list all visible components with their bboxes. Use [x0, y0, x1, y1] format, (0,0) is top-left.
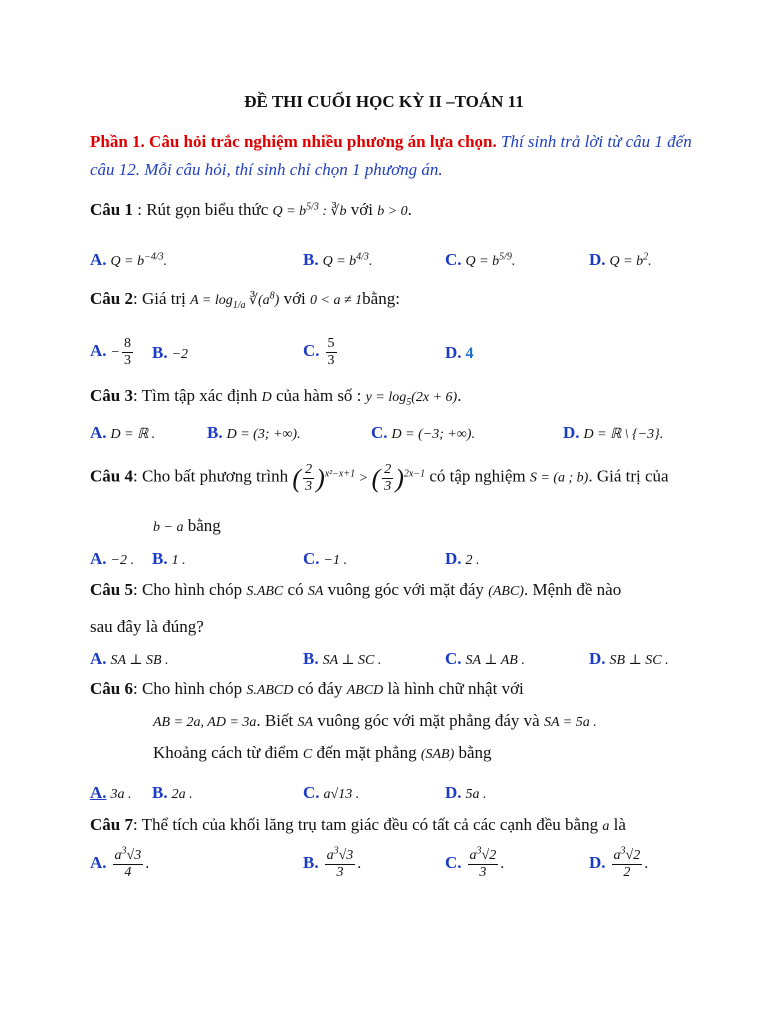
q7-option-d[interactable]: D. $\frac{a^3√2}{2}$ .	[589, 845, 649, 880]
question-text: có tập nghiệm	[425, 466, 530, 486]
question-text: bằng	[183, 516, 221, 535]
question-text: bằng:	[362, 289, 400, 308]
question-6-line2: AB = 2a, AD = 3a. Biết SA vuông góc với mặt phẳng đáy và SA = 5a .	[153, 711, 597, 730]
q3-option-a[interactable]: A. D = ℝ .	[90, 423, 156, 442]
question-text: : Cho hình chóp	[132, 580, 247, 599]
q7-option-b[interactable]: B. $\frac{a^3√3}{3}$ .	[303, 845, 362, 880]
math-expression: 0 < a ≠ 1	[310, 293, 363, 308]
question-text: : Cho bất phương trình	[132, 466, 293, 486]
question-text: đến mặt phẳng	[312, 743, 421, 762]
question-text: là hình chữ nhật với	[383, 679, 524, 698]
question-text: với	[279, 289, 311, 308]
question-text: bằng	[454, 743, 492, 762]
question-label: Câu 7	[90, 815, 133, 834]
question-label: Câu 5	[90, 580, 133, 599]
q5-option-a[interactable]: A. SA ⊥ SB .	[90, 649, 169, 668]
question-text: : Giá trị	[132, 289, 191, 308]
exam-title: ĐỀ THI CUỐI HỌC KỲ II –TOÁN 11	[244, 92, 524, 111]
q4-option-c[interactable]: C. −1 .	[303, 549, 347, 568]
question-5-line2: sau đây là đúng?	[90, 617, 204, 636]
question-text: là	[609, 815, 626, 834]
q3-option-b[interactable]: B. D = (3; +∞).	[207, 423, 301, 442]
question-4-line2: b − a bằng	[153, 516, 221, 535]
question-text: có đáy	[293, 679, 347, 698]
question-text: . Giá trị của	[588, 466, 669, 486]
q2-option-c[interactable]: C. $\frac{5}{3}$	[303, 336, 335, 368]
question-label: Câu 3	[90, 386, 133, 405]
question-text: . Mệnh đề nào	[523, 580, 622, 599]
q1-option-b[interactable]: B. $Q = b^{4/3}$.	[303, 250, 373, 269]
part-1-intro	[90, 128, 710, 184]
q3-option-d[interactable]: D. D = ℝ \ {−3}.	[563, 423, 664, 442]
q6-option-d[interactable]: D. 5a .	[445, 783, 487, 802]
q1-option-a[interactable]: A. $Q = b^{-4/3}$.	[90, 250, 168, 269]
q6-option-c[interactable]: C. a√13 .	[303, 783, 360, 802]
q2-option-d[interactable]: D. 4	[445, 343, 474, 362]
question-1: Câu 1 : Rút gọn biểu thức $Q = b^{5/3}$ : ∛b với b > 0.	[90, 200, 412, 219]
question-text: : Thể tích của khối lăng trụ tam giác đều có tất cả các cạnh đều bằng	[132, 815, 603, 834]
math-expression: $A = \log_{1/a}$ $∛(a^8)$	[190, 290, 280, 311]
question-text: của hàm số :	[271, 386, 366, 405]
q5-option-c[interactable]: C. SA ⊥ AB .	[445, 649, 525, 668]
q7-option-c[interactable]: C. $\frac{a^3√2}{3}$ .	[445, 845, 505, 880]
q2-option-a[interactable]: A. − $\frac{8}{3}$	[90, 336, 131, 368]
q4-option-a[interactable]: A. −2 .	[90, 549, 134, 568]
question-text: . Biết	[256, 711, 298, 730]
question-text: : Rút gọn biểu thức	[132, 200, 273, 219]
question-text: Khoảng cách từ điểm	[153, 743, 303, 762]
question-label: Câu 6	[90, 679, 133, 698]
question-label: Câu 2	[90, 289, 133, 308]
question-5: Câu 5: Cho hình chóp S.ABC có SA vuông góc với mặt đáy (ABC). Mệnh đề nào	[90, 580, 622, 599]
question-text: vuông góc với mặt phẳng đáy và	[313, 711, 544, 730]
question-label: Câu 4	[90, 466, 133, 486]
q3-option-c[interactable]: C. D = (−3; +∞).	[371, 423, 475, 442]
q5-option-b[interactable]: B. SA ⊥ SC .	[303, 649, 382, 668]
question-text: : Cho hình chóp	[132, 679, 247, 698]
math-expression: ( $\frac{2}{3}$ )$^{x^2-x+1}$ > ( $\frac{2}{3}$ )$^{2x-1}$	[292, 462, 426, 494]
question-6-line3: Khoảng cách từ điểm C đến mặt phẳng (SAB) bằng	[153, 743, 492, 762]
q5-option-d[interactable]: D. SB ⊥ SC .	[589, 649, 669, 668]
q4-option-b[interactable]: B. 1 .	[152, 549, 186, 568]
question-3: Câu 3: Tìm tập xác định D của hàm số : $y = \log_5(2x + 6)$.	[90, 386, 462, 408]
question-6: Câu 6: Cho hình chóp S.ABCD có đáy ABCD là hình chữ nhật với	[90, 679, 524, 698]
q1-option-d[interactable]: D. $Q = b^2$.	[589, 250, 652, 269]
question-2	[90, 289, 400, 309]
math-expression: $y = \log_5(2x + 6)$	[365, 390, 458, 408]
question-text: : Tìm tập xác định	[132, 386, 262, 405]
question-text: với	[346, 200, 378, 219]
question-text: có	[283, 580, 308, 599]
math-expression: b > 0	[377, 204, 408, 219]
q1-option-c[interactable]: C. $Q = b^{5/9}$.	[445, 250, 516, 269]
q7-option-a[interactable]: A. $\frac{a^3√3}{4}$ .	[90, 845, 150, 880]
part-label: Phần 1. Câu hỏi trắc nghiệm nhiều phương án lựa chọn.	[90, 132, 497, 151]
question-4: Câu 4: Cho bất phương trình ( $\frac{2}{3}$ )$^{x^2-x+1}$ > ( $\frac{2}{3}$ )$^{2x-1}$ có tập nghiệm S = (a ; b). Giá trị của	[90, 462, 669, 494]
q6-option-a[interactable]: A. 3a .	[90, 783, 132, 802]
part-instruction: Thí sinh trả lời từ câu 1 đến câu 12. Mỗi câu hỏi, thí sinh chỉ chọn 1 phương án.	[90, 132, 692, 179]
question-label: Câu 1	[90, 200, 133, 219]
question-text: vuông góc với mặt đáy	[323, 580, 489, 599]
q4-option-d[interactable]: D. 2 .	[445, 549, 480, 568]
q6-option-b[interactable]: B. 2a .	[152, 783, 193, 802]
q2-option-b[interactable]: B. −2	[152, 343, 189, 362]
math-expression: $Q = b^{5/3}$ : ∛b	[272, 201, 347, 219]
question-7: Câu 7: Thể tích của khối lăng trụ tam giác đều có tất cả các cạnh đều bằng a là	[90, 815, 626, 834]
